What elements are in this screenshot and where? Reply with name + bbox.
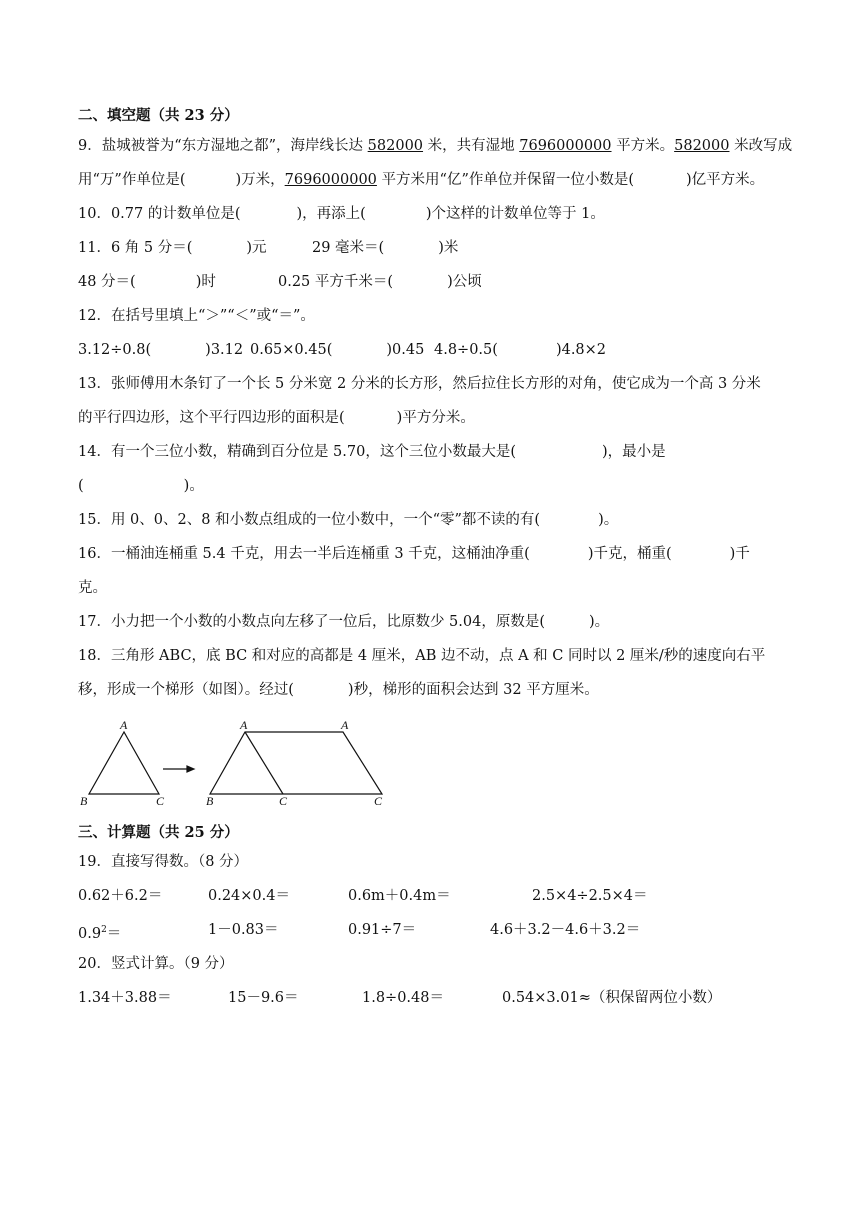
q9-coastline-value: 582000	[367, 138, 424, 154]
q11-text-b1: 48 分＝(	[78, 274, 136, 290]
q9-text-l2c: 平方米用“亿”作单位并保留一位小数是(	[376, 172, 635, 188]
question-16-line-2: 克。	[78, 580, 107, 596]
q15-text-a: 15．用 0、0、2、8 和小数点组成的一位小数中，一个“零”都不读的有(	[78, 512, 541, 528]
trapezoid-inner-edge	[245, 732, 283, 794]
q14-text-c: (	[78, 478, 84, 494]
q19-item-7: 0.91÷7＝	[348, 922, 417, 938]
triangle-abc	[89, 732, 159, 794]
q19-item-3: 0.6m＋0.4m＝	[348, 888, 451, 904]
q11-text-a1: 11．6 角 5 分＝(	[78, 240, 193, 256]
triangle-label-b: B	[80, 794, 88, 808]
q19-item-5	[78, 920, 121, 944]
q9-text-c: 平方米。	[611, 138, 675, 154]
q9-text-l2d: )亿平方米。	[686, 172, 765, 188]
q19-item-8: 4.6＋3.2－4.6＋3.2＝	[490, 922, 641, 938]
q20-item-3: 1.8÷0.48＝	[362, 990, 444, 1006]
q12-e1-left: 3.12÷0.8(	[78, 342, 152, 358]
trapezoid-label-a2: A	[341, 718, 349, 732]
q18-text-b: )秒，梯形的面积会达到 32 平方厘米。	[347, 682, 599, 698]
q14-text-b: )，最小是	[602, 444, 666, 460]
q19-item-5-eq: ＝	[106, 925, 122, 942]
q9-text-d: 米改写成	[729, 138, 793, 154]
q18-text-a: 移，形成一个梯形（如图）。经过(	[78, 682, 294, 698]
q14-text-a: 14．有一个三位小数，精确到百分位是 5.70，这个三位小数最大是(	[78, 444, 516, 460]
q10-text-a: 10．0.77 的计数单位是(	[78, 206, 241, 222]
q19-item-4: 2.5×4÷2.5×4＝	[532, 888, 648, 904]
q9-text-l2b: )万米，	[235, 172, 285, 188]
question-20-title: 20．竖式计算。（9 分）	[78, 956, 234, 972]
question-13-line-1: 13．张师傅用木条钉了一个长 5 分米宽 2 分米的长方形，然后拉住长方形的对角，使它成为一个高 3 分米	[78, 376, 761, 392]
q20-item-2: 15－9.6＝	[228, 990, 299, 1006]
q12-e3-right: )4.8×2	[555, 342, 607, 358]
q11-text-b4: )公顷	[447, 274, 482, 290]
q11-text-b3: 0.25 平方千米＝(	[278, 274, 394, 290]
q19-item-1: 0.62＋6.2＝	[78, 888, 163, 904]
q12-e2-right: )0.45	[386, 342, 425, 358]
q19-item-6: 1－0.83＝	[208, 922, 279, 938]
q15-text-b: )。	[598, 512, 619, 528]
q19-item-2: 0.24×0.4＝	[208, 888, 290, 904]
q10-text-b: )，再添上(	[296, 206, 366, 222]
q17-text-a: 17．小力把一个小数的小数点向左移了一位后，比原数少 5.04，原数是(	[78, 614, 545, 630]
q20-item-1: 1.34＋3.88＝	[78, 990, 172, 1006]
section-fill-heading: 二、填空题（共 23 分）	[78, 107, 239, 124]
trapezoid-label-a1: A	[240, 718, 248, 732]
triangle-label-c: C	[156, 794, 165, 808]
q9-wetland-value: 7696000000	[519, 138, 612, 154]
q11-text-a4: )米	[438, 240, 459, 256]
q9-text-b: 米，共有湿地	[423, 138, 520, 154]
q11-text-a3: 29 毫米＝(	[312, 240, 385, 256]
section-calc-heading: 三、计算题（共 25 分）	[78, 824, 239, 841]
triangle-label-a: A	[120, 718, 128, 732]
q13-text-b: )平方分米。	[396, 410, 475, 426]
q16-text-b: )千克，桶重(	[587, 546, 672, 562]
q19-item-5-exponent: 2	[101, 925, 107, 935]
q13-text-a: 的平行四边形，这个平行四边形的面积是(	[78, 410, 345, 426]
trapezoid	[210, 732, 382, 794]
q17-text-b: )。	[589, 614, 610, 630]
q9-coastline-value-2: 582000	[674, 138, 730, 154]
q9-text-a: 9．盐城被誉为“东方湿地之都”，海岸线长达	[78, 138, 368, 154]
q16-text-c: )千	[729, 546, 750, 562]
trapezoid-label-c1: C	[279, 794, 288, 808]
q14-text-d: )。	[183, 478, 204, 494]
question-12-title: 12．在括号里填上“＞”“＜”或“＝”。	[78, 308, 315, 324]
q11-text-a2: )元	[246, 240, 267, 256]
q16-text-a: 16．一桶油连桶重 5.4 千克，用去一半后连桶重 3 千克，这桶油净重(	[78, 546, 530, 562]
q12-e1-right: )3.12	[205, 342, 244, 358]
question-19-title: 19．直接写得数。（8 分）	[78, 854, 249, 870]
arrow-head	[187, 766, 194, 772]
q12-e3-left: 4.8÷0.5(	[434, 342, 498, 358]
q9-wetland-value-2: 7696000000	[284, 172, 377, 188]
q20-item-4: 0.54×3.01≈（积保留两位小数）	[502, 990, 722, 1006]
trapezoid-label-b: B	[206, 794, 214, 808]
trapezoid-label-c2: C	[374, 794, 383, 808]
q19-item-5-base: 0.9	[78, 925, 102, 942]
question-18-line-1: 18．三角形 ABC，底 BC 和对应的高都是 4 厘米，AB 边不动，点 A 和 C 同时以 2 厘米/秒的速度向右平	[78, 648, 766, 664]
q12-e2-left: 0.65×0.45(	[250, 342, 333, 358]
q10-text-c: )个这样的计数单位等于 1。	[425, 206, 605, 222]
q11-text-b2: )时	[195, 274, 216, 290]
q9-text-l2a: 用“万”作单位是(	[78, 172, 186, 188]
